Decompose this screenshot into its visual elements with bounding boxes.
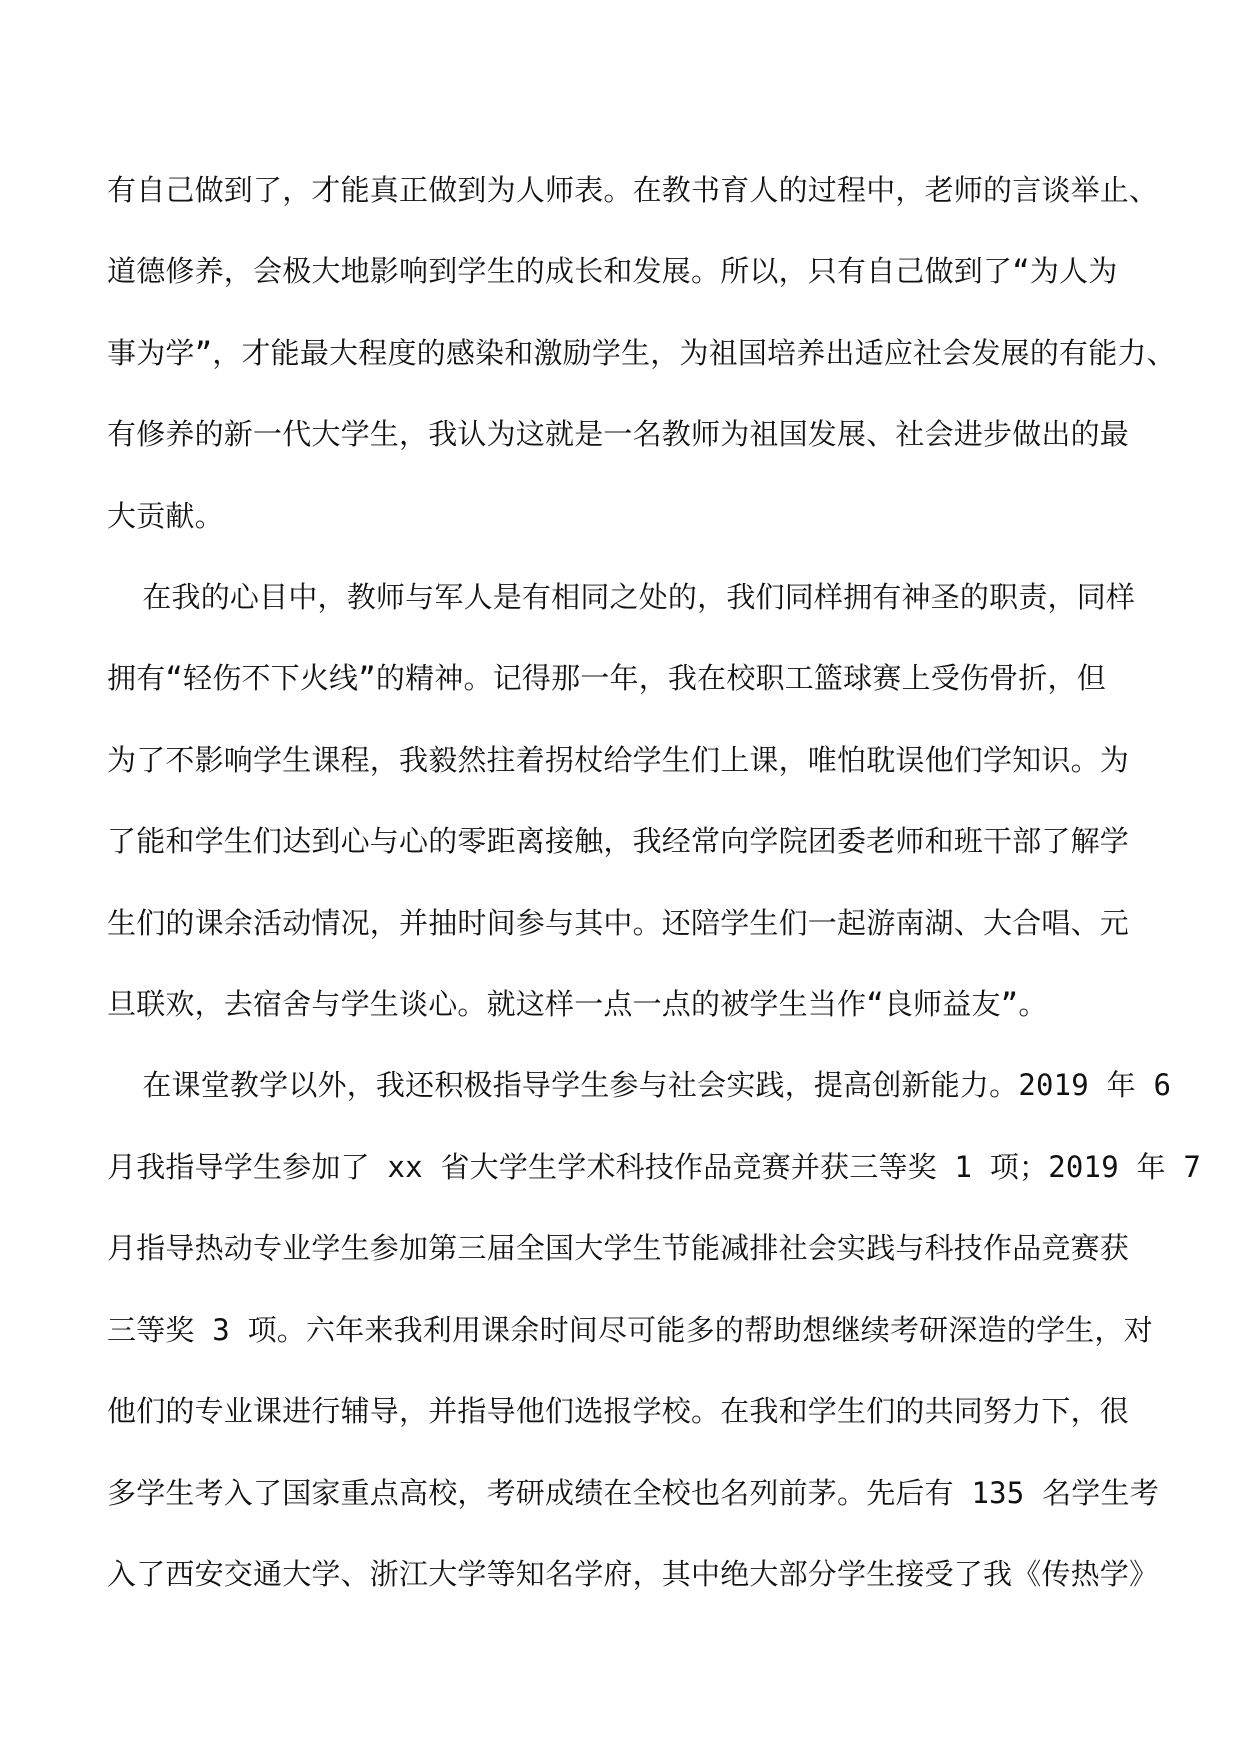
text-line: 月我指导学生参加了 xx 省大学生学术科技作品竞赛并获三等奖 1 项；2019 年 7 [107,1149,1202,1184]
text-line: 在课堂教学以外，我还积极指导学生参与社会实践，提高创新能力。2019 年 6 [107,1068,1172,1103]
text-line: 拥有“轻伤不下火线”的精神。记得那一年，我在校职工篮球赛上受伤骨折，但 [107,661,1106,696]
text-line: 入了西安交通大学、浙江大学等知名学府，其中绝大部分学生接受了我《传热学》 [107,1556,1159,1591]
text-line: 他们的专业课进行辅导，并指导他们选报学校。在我和学生们的共同努力下，很 [107,1394,1130,1429]
text-line: 月指导热动专业学生参加第三届全国大学生节能减排社会实践与科技作品竞赛获 [107,1231,1130,1266]
text-line: 大贡献。 [107,498,224,533]
text-line: 旦联欢，去宿舍与学生谈心。就这样一点一点的被学生当作“良师益友”。 [107,987,1048,1022]
text-line: 了能和学生们达到心与心的零距离接触，我经常向学院团委老师和班干部了解学 [107,824,1130,859]
text-line: 有修养的新一代大学生，我认为这就是一名教师为祖国发展、社会进步做出的最 [107,417,1130,452]
text-line: 多学生考入了国家重点高校，考研成绩在全校也名列前茅。先后有 135 名学生考 [107,1475,1159,1510]
text-line: 生们的课余活动情况，并抽时间参与其中。还陪学生们一起游南湖、大合唱、元 [107,905,1130,940]
text-line: 有自己做到了，才能真正做到为人师表。在教书育人的过程中，老师的言谈举止、 [107,173,1159,207]
text-line: 在我的心目中，教师与军人是有相同之处的，我们同样拥有神圣的职责，同样 [107,580,1136,615]
text-line: 三等奖 3 项。六年来我利用课余时间尽可能多的帮助想继续考研深造的学生，对 [107,1312,1153,1347]
text-line: 道德修养，会极大地影响到学生的成长和发展。所以，只有自己做到了“为人为 [107,254,1118,289]
text-line: 为了不影响学生课程，我毅然拄着拐杖给学生们上课，唯怕耽误他们学知识。为 [107,742,1130,777]
text-line: 事为学”，才能最大程度的感染和激励学生，为祖国培养出适应社会发展的有能力、 [107,335,1176,370]
document-body [107,150,1202,1615]
